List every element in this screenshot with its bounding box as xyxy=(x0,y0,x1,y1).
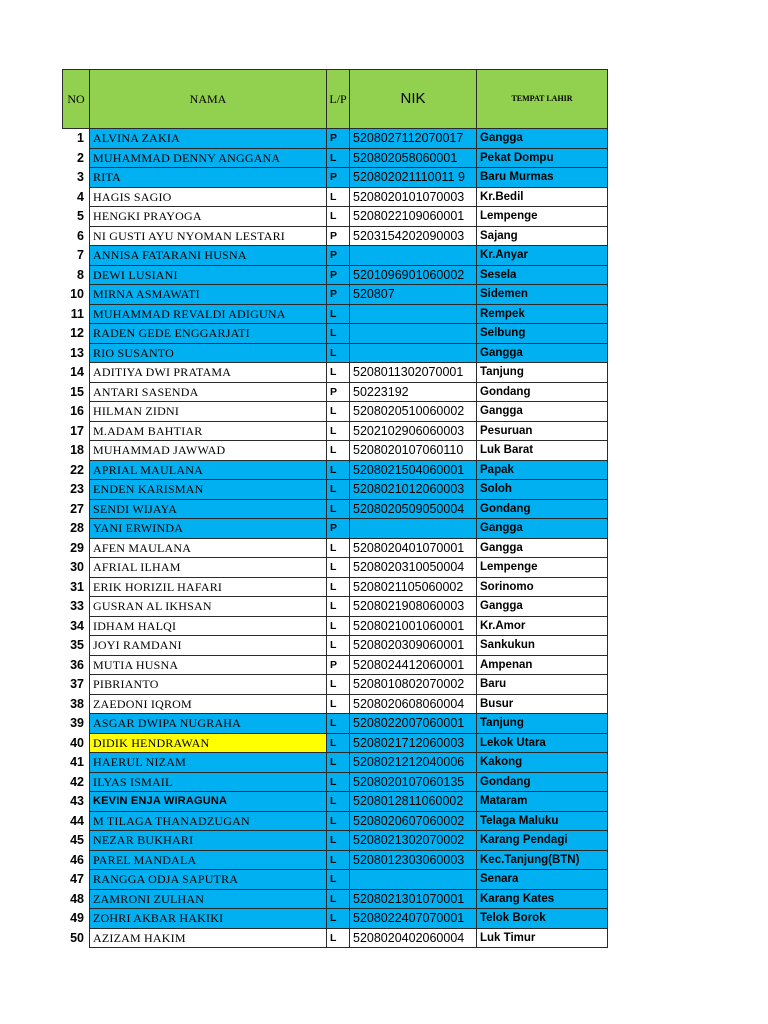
cell-lp[interactable]: P xyxy=(327,519,350,539)
cell-nama[interactable]: M TILAGA THANADZUGAN xyxy=(90,811,327,831)
table-row xyxy=(63,246,608,266)
cell-nik[interactable] xyxy=(350,519,477,539)
cell-tempat-lahir[interactable]: Gondang xyxy=(477,382,608,402)
cell-nama[interactable]: MUHAMMAD DENNY ANGGANA xyxy=(90,148,327,168)
table-row xyxy=(63,694,608,714)
table-row xyxy=(63,538,608,558)
cell-lp[interactable]: L xyxy=(327,694,350,714)
cell-no[interactable]: 1 xyxy=(63,129,90,149)
cell-nik[interactable]: 5208020402060004 xyxy=(350,928,477,948)
header-nama[interactable]: NAMA xyxy=(90,70,327,129)
cell-nama[interactable]: MUHAMMAD REVALDI ADIGUNA xyxy=(90,304,327,324)
cell-lp[interactable]: L xyxy=(327,772,350,792)
cell-lp[interactable]: L xyxy=(327,597,350,617)
cell-nik[interactable]: 520802058060001 xyxy=(350,148,477,168)
cell-tempat-lahir[interactable]: Baru Murmas xyxy=(477,168,608,188)
table-row xyxy=(63,421,608,441)
cell-no[interactable]: 38 xyxy=(63,694,90,714)
table-row xyxy=(63,850,608,870)
cell-nik[interactable]: 5208020107060135 xyxy=(350,772,477,792)
cell-nik[interactable]: 5208027112070017 xyxy=(350,129,477,149)
cell-tempat-lahir[interactable]: Gondang xyxy=(477,499,608,519)
cell-lp[interactable]: L xyxy=(327,714,350,734)
table-row xyxy=(63,811,608,831)
cell-nama[interactable]: ADITIYA DWI PRATAMA xyxy=(90,363,327,383)
cell-no[interactable]: 7 xyxy=(63,246,90,266)
cell-nama[interactable]: RANGGA ODJA SAPUTRA xyxy=(90,870,327,890)
cell-nik[interactable] xyxy=(350,870,477,890)
table-row xyxy=(63,285,608,305)
cell-no[interactable]: 49 xyxy=(63,909,90,929)
cell-nik[interactable]: 5208021301070001 xyxy=(350,889,477,909)
cell-lp[interactable]: L xyxy=(327,870,350,890)
cell-tempat-lahir[interactable]: Papak xyxy=(477,460,608,480)
cell-nama[interactable]: HAERUL NIZAM xyxy=(90,753,327,773)
cell-nik[interactable]: 5208021504060001 xyxy=(350,460,477,480)
table-row xyxy=(63,753,608,773)
cell-nama[interactable]: ENDEN KARISMAN xyxy=(90,480,327,500)
cell-tempat-lahir[interactable]: Kr.Anyar xyxy=(477,246,608,266)
cell-lp[interactable]: L xyxy=(327,343,350,363)
table-row xyxy=(63,636,608,656)
cell-no[interactable]: 34 xyxy=(63,616,90,636)
table-row xyxy=(63,207,608,227)
cell-no[interactable]: 41 xyxy=(63,753,90,773)
cell-tempat-lahir[interactable]: Rempek xyxy=(477,304,608,324)
cell-nama[interactable]: GUSRAN AL IKHSAN xyxy=(90,597,327,617)
cell-tempat-lahir[interactable]: Kakong xyxy=(477,753,608,773)
cell-nama[interactable]: ERIK HORIZIL HAFARI xyxy=(90,577,327,597)
cell-nama[interactable]: DEWI LUSIANI xyxy=(90,265,327,285)
cell-lp[interactable]: P xyxy=(327,168,350,188)
cell-nik[interactable]: 5208021212040006 xyxy=(350,753,477,773)
cell-tempat-lahir[interactable]: Pesuruan xyxy=(477,421,608,441)
cell-lp[interactable]: P xyxy=(327,129,350,149)
cell-no[interactable]: 17 xyxy=(63,421,90,441)
cell-lp[interactable]: P xyxy=(327,382,350,402)
cell-tempat-lahir[interactable]: Pekat Dompu xyxy=(477,148,608,168)
cell-lp[interactable]: L xyxy=(327,792,350,812)
cell-no[interactable]: 47 xyxy=(63,870,90,890)
cell-nik[interactable]: 5208024412060001 xyxy=(350,655,477,675)
cell-tempat-lahir[interactable]: Senara xyxy=(477,870,608,890)
cell-nama[interactable]: HAGIS SAGIO xyxy=(90,187,327,207)
table-row xyxy=(63,870,608,890)
cell-no[interactable]: 11 xyxy=(63,304,90,324)
table-row xyxy=(63,889,608,909)
cell-no[interactable]: 4 xyxy=(63,187,90,207)
cell-nama[interactable]: M.ADAM BAHTIAR xyxy=(90,421,327,441)
cell-nik[interactable]: 5208011302070001 xyxy=(350,363,477,383)
cell-lp[interactable]: L xyxy=(327,421,350,441)
cell-no[interactable]: 10 xyxy=(63,285,90,305)
table-row xyxy=(63,129,608,149)
cell-no[interactable]: 12 xyxy=(63,324,90,344)
student-table xyxy=(62,69,608,948)
table-row xyxy=(63,792,608,812)
cell-lp[interactable]: P xyxy=(327,655,350,675)
cell-nik[interactable]: 5208020607060002 xyxy=(350,811,477,831)
cell-nama[interactable]: HENGKI PRAYOGA xyxy=(90,207,327,227)
table-row xyxy=(63,616,608,636)
cell-tempat-lahir[interactable]: Mataram xyxy=(477,792,608,812)
cell-no[interactable]: 15 xyxy=(63,382,90,402)
cell-nama[interactable]: AFEN MAULANA xyxy=(90,538,327,558)
table-row xyxy=(63,187,608,207)
table-row xyxy=(63,577,608,597)
cell-no[interactable]: 18 xyxy=(63,441,90,461)
cell-lp[interactable]: L xyxy=(327,558,350,578)
cell-tempat-lahir[interactable]: Soloh xyxy=(477,480,608,500)
cell-nik[interactable]: 520802021110011 9 xyxy=(350,168,477,188)
cell-lp[interactable]: P xyxy=(327,246,350,266)
cell-nama[interactable]: HILMAN ZIDNI xyxy=(90,402,327,422)
cell-tempat-lahir[interactable]: Sankukun xyxy=(477,636,608,656)
cell-no[interactable]: 45 xyxy=(63,831,90,851)
cell-no[interactable]: 3 xyxy=(63,168,90,188)
table-row xyxy=(63,655,608,675)
cell-no[interactable]: 2 xyxy=(63,148,90,168)
cell-no[interactable]: 23 xyxy=(63,480,90,500)
cell-tempat-lahir[interactable]: Tanjung xyxy=(477,714,608,734)
cell-lp[interactable]: L xyxy=(327,889,350,909)
table-row xyxy=(63,480,608,500)
cell-tempat-lahir[interactable]: Selbung xyxy=(477,324,608,344)
cell-lp[interactable]: P xyxy=(327,226,350,246)
cell-tempat-lahir[interactable]: Karang Kates xyxy=(477,889,608,909)
cell-nama[interactable]: ZAEDONI IQROM xyxy=(90,694,327,714)
cell-lp[interactable]: L xyxy=(327,616,350,636)
cell-nama[interactable]: DIDIK HENDRAWAN xyxy=(90,733,327,753)
cell-no[interactable]: 5 xyxy=(63,207,90,227)
header-nik[interactable]: NIK xyxy=(350,70,477,129)
cell-nik[interactable]: 5208020101070003 xyxy=(350,187,477,207)
cell-tempat-lahir[interactable]: Gangga xyxy=(477,597,608,617)
cell-nik[interactable] xyxy=(350,304,477,324)
cell-tempat-lahir[interactable]: Sidemen xyxy=(477,285,608,305)
cell-lp[interactable]: L xyxy=(327,850,350,870)
cell-tempat-lahir[interactable]: Telaga Maluku xyxy=(477,811,608,831)
cell-nama[interactable]: AFRIAL ILHAM xyxy=(90,558,327,578)
cell-lp[interactable]: L xyxy=(327,187,350,207)
cell-nama[interactable]: MIRNA ASMAWATI xyxy=(90,285,327,305)
cell-lp[interactable]: L xyxy=(327,909,350,929)
cell-tempat-lahir[interactable]: Ampenan xyxy=(477,655,608,675)
cell-no[interactable]: 14 xyxy=(63,363,90,383)
cell-nama[interactable]: RITA xyxy=(90,168,327,188)
table-row xyxy=(63,597,608,617)
cell-no[interactable]: 30 xyxy=(63,558,90,578)
cell-nik[interactable] xyxy=(350,324,477,344)
cell-nik[interactable]: 50223192 xyxy=(350,382,477,402)
table-row xyxy=(63,460,608,480)
table-row xyxy=(63,928,608,948)
cell-lp[interactable]: L xyxy=(327,636,350,656)
header-row xyxy=(63,70,608,129)
cell-nik[interactable]: 5208021302070002 xyxy=(350,831,477,851)
cell-nama[interactable]: MUTIA HUSNA xyxy=(90,655,327,675)
cell-nik[interactable]: 5208010802070002 xyxy=(350,675,477,695)
table-row xyxy=(63,343,608,363)
cell-tempat-lahir[interactable]: Gangga xyxy=(477,402,608,422)
cell-nik[interactable]: 5208020107060110 xyxy=(350,441,477,461)
cell-nik[interactable]: 5208021105060002 xyxy=(350,577,477,597)
table-row xyxy=(63,909,608,929)
cell-nama[interactable]: ZAMRONI ZULHAN xyxy=(90,889,327,909)
cell-lp[interactable]: L xyxy=(327,363,350,383)
table-row xyxy=(63,772,608,792)
cell-no[interactable]: 8 xyxy=(63,265,90,285)
cell-nama[interactable]: PAREL MANDALA xyxy=(90,850,327,870)
cell-nama[interactable]: RIO SUSANTO xyxy=(90,343,327,363)
cell-nama[interactable]: YANI ERWINDA xyxy=(90,519,327,539)
cell-no[interactable]: 43 xyxy=(63,792,90,812)
cell-nik[interactable]: 5202102906060003 xyxy=(350,421,477,441)
cell-nik[interactable]: 5208021001060001 xyxy=(350,616,477,636)
cell-nik[interactable]: 5208012811060002 xyxy=(350,792,477,812)
cell-nama[interactable]: ILYAS ISMAIL xyxy=(90,772,327,792)
table-row xyxy=(63,265,608,285)
cell-lp[interactable]: L xyxy=(327,811,350,831)
cell-lp[interactable]: L xyxy=(327,577,350,597)
cell-nama[interactable]: ALVINA ZAKIA xyxy=(90,129,327,149)
cell-lp[interactable]: L xyxy=(327,460,350,480)
cell-nik[interactable]: 5203154202090003 xyxy=(350,226,477,246)
table-row xyxy=(63,831,608,851)
cell-nik[interactable]: 5208022007060001 xyxy=(350,714,477,734)
table-body xyxy=(63,129,608,948)
table-row xyxy=(63,519,608,539)
cell-nik[interactable]: 5208021908060003 xyxy=(350,597,477,617)
cell-nama[interactable]: NEZAR BUKHARI xyxy=(90,831,327,851)
cell-nik[interactable]: 5208020510060002 xyxy=(350,402,477,422)
cell-tempat-lahir[interactable]: Sajang xyxy=(477,226,608,246)
table-row xyxy=(63,382,608,402)
cell-tempat-lahir[interactable]: Gangga xyxy=(477,519,608,539)
cell-tempat-lahir[interactable]: Luk Timur xyxy=(477,928,608,948)
cell-lp[interactable]: L xyxy=(327,675,350,695)
cell-no[interactable]: 36 xyxy=(63,655,90,675)
table-row xyxy=(63,441,608,461)
cell-tempat-lahir[interactable]: Baru xyxy=(477,675,608,695)
cell-no[interactable]: 42 xyxy=(63,772,90,792)
cell-tempat-lahir[interactable]: Busur xyxy=(477,694,608,714)
cell-no[interactable]: 6 xyxy=(63,226,90,246)
table-row xyxy=(63,499,608,519)
cell-nik[interactable]: 5208022109060001 xyxy=(350,207,477,227)
cell-no[interactable]: 46 xyxy=(63,850,90,870)
cell-lp[interactable]: L xyxy=(327,831,350,851)
cell-nama[interactable]: IDHAM HALQI xyxy=(90,616,327,636)
cell-nama[interactable]: ZOHRI AKBAR HAKIKI xyxy=(90,909,327,929)
cell-lp[interactable]: L xyxy=(327,928,350,948)
cell-no[interactable]: 28 xyxy=(63,519,90,539)
cell-nama[interactable]: NI GUSTI AYU NYOMAN LESTARI xyxy=(90,226,327,246)
header-tempat-lahir[interactable]: TEMPAT LAHIR xyxy=(477,70,608,129)
table-row xyxy=(63,675,608,695)
cell-lp[interactable]: P xyxy=(327,285,350,305)
cell-nik[interactable]: 5208012303060003 xyxy=(350,850,477,870)
cell-tempat-lahir[interactable]: Kr.Amor xyxy=(477,616,608,636)
cell-tempat-lahir[interactable]: Lempenge xyxy=(477,207,608,227)
cell-tempat-lahir[interactable]: Kr.Bedil xyxy=(477,187,608,207)
cell-tempat-lahir[interactable]: Sorinomo xyxy=(477,577,608,597)
cell-no[interactable]: 22 xyxy=(63,460,90,480)
cell-nik[interactable]: 5208020310050004 xyxy=(350,558,477,578)
cell-no[interactable]: 31 xyxy=(63,577,90,597)
cell-lp[interactable]: L xyxy=(327,499,350,519)
table-row xyxy=(63,168,608,188)
cell-nama[interactable]: ANNISA FATARANI HUSNA xyxy=(90,246,327,266)
cell-no[interactable]: 50 xyxy=(63,928,90,948)
cell-lp[interactable]: L xyxy=(327,538,350,558)
cell-no[interactable]: 37 xyxy=(63,675,90,695)
cell-no[interactable]: 44 xyxy=(63,811,90,831)
cell-tempat-lahir[interactable]: Tanjung xyxy=(477,363,608,383)
cell-tempat-lahir[interactable]: Gangga xyxy=(477,343,608,363)
cell-nama[interactable]: KEVIN ENJA WIRAGUNA xyxy=(90,792,327,812)
cell-nik[interactable]: 5208020401070001 xyxy=(350,538,477,558)
cell-no[interactable]: 48 xyxy=(63,889,90,909)
cell-no[interactable]: 27 xyxy=(63,499,90,519)
table-row xyxy=(63,363,608,383)
cell-tempat-lahir[interactable]: Sesela xyxy=(477,265,608,285)
table-row xyxy=(63,226,608,246)
table-row xyxy=(63,148,608,168)
cell-nik[interactable]: 5208020608060004 xyxy=(350,694,477,714)
header-lp[interactable]: L/P xyxy=(327,70,350,129)
cell-no[interactable]: 35 xyxy=(63,636,90,656)
cell-nama[interactable]: APRIAL MAULANA xyxy=(90,460,327,480)
cell-nama[interactable]: ASGAR DWIPA NUGRAHA xyxy=(90,714,327,734)
cell-nik[interactable]: 5201096901060002 xyxy=(350,265,477,285)
table-row xyxy=(63,402,608,422)
cell-lp[interactable]: L xyxy=(327,480,350,500)
cell-no[interactable]: 16 xyxy=(63,402,90,422)
cell-no[interactable]: 33 xyxy=(63,597,90,617)
cell-tempat-lahir[interactable]: Kec.Tanjung(BTN) xyxy=(477,850,608,870)
cell-no[interactable]: 39 xyxy=(63,714,90,734)
cell-nama[interactable]: AZIZAM HAKIM xyxy=(90,928,327,948)
cell-tempat-lahir[interactable]: Gangga xyxy=(477,129,608,149)
table-row xyxy=(63,304,608,324)
cell-nik[interactable] xyxy=(350,246,477,266)
cell-nama[interactable]: MUHAMMAD JAWWAD xyxy=(90,441,327,461)
table-row xyxy=(63,733,608,753)
table-row xyxy=(63,324,608,344)
cell-nik[interactable]: 5208020509050004 xyxy=(350,499,477,519)
cell-tempat-lahir[interactable]: Karang Pendagi xyxy=(477,831,608,851)
cell-lp[interactable]: L xyxy=(327,207,350,227)
cell-tempat-lahir[interactable]: Gondang xyxy=(477,772,608,792)
cell-nama[interactable]: ANTARI SASENDA xyxy=(90,382,327,402)
cell-nik[interactable]: 520807 xyxy=(350,285,477,305)
cell-lp[interactable]: L xyxy=(327,733,350,753)
cell-no[interactable]: 29 xyxy=(63,538,90,558)
header-no[interactable]: NO xyxy=(63,70,90,129)
cell-nik[interactable]: 5208020309060001 xyxy=(350,636,477,656)
cell-nik[interactable] xyxy=(350,343,477,363)
cell-tempat-lahir[interactable]: Lempenge xyxy=(477,558,608,578)
cell-tempat-lahir[interactable]: Luk Barat xyxy=(477,441,608,461)
cell-lp[interactable]: L xyxy=(327,324,350,344)
cell-nik[interactable]: 5208021712060003 xyxy=(350,733,477,753)
cell-no[interactable]: 40 xyxy=(63,733,90,753)
cell-tempat-lahir[interactable]: Lekok Utara xyxy=(477,733,608,753)
table-header xyxy=(63,70,608,129)
cell-tempat-lahir[interactable]: Telok Borok xyxy=(477,909,608,929)
cell-nama[interactable]: PIBRIANTO xyxy=(90,675,327,695)
cell-tempat-lahir[interactable]: Gangga xyxy=(477,538,608,558)
cell-lp[interactable]: L xyxy=(327,441,350,461)
cell-nama[interactable]: RADEN GEDE ENGGARJATI xyxy=(90,324,327,344)
cell-lp[interactable]: L xyxy=(327,753,350,773)
table-row xyxy=(63,558,608,578)
cell-nik[interactable]: 5208022407070001 xyxy=(350,909,477,929)
table-row xyxy=(63,714,608,734)
cell-lp[interactable]: L xyxy=(327,304,350,324)
cell-no[interactable]: 13 xyxy=(63,343,90,363)
cell-nik[interactable]: 5208021012060003 xyxy=(350,480,477,500)
cell-nama[interactable]: JOYI RAMDANI xyxy=(90,636,327,656)
cell-lp[interactable]: L xyxy=(327,402,350,422)
cell-nama[interactable]: SENDI WIJAYA xyxy=(90,499,327,519)
cell-lp[interactable]: P xyxy=(327,265,350,285)
cell-lp[interactable]: L xyxy=(327,148,350,168)
